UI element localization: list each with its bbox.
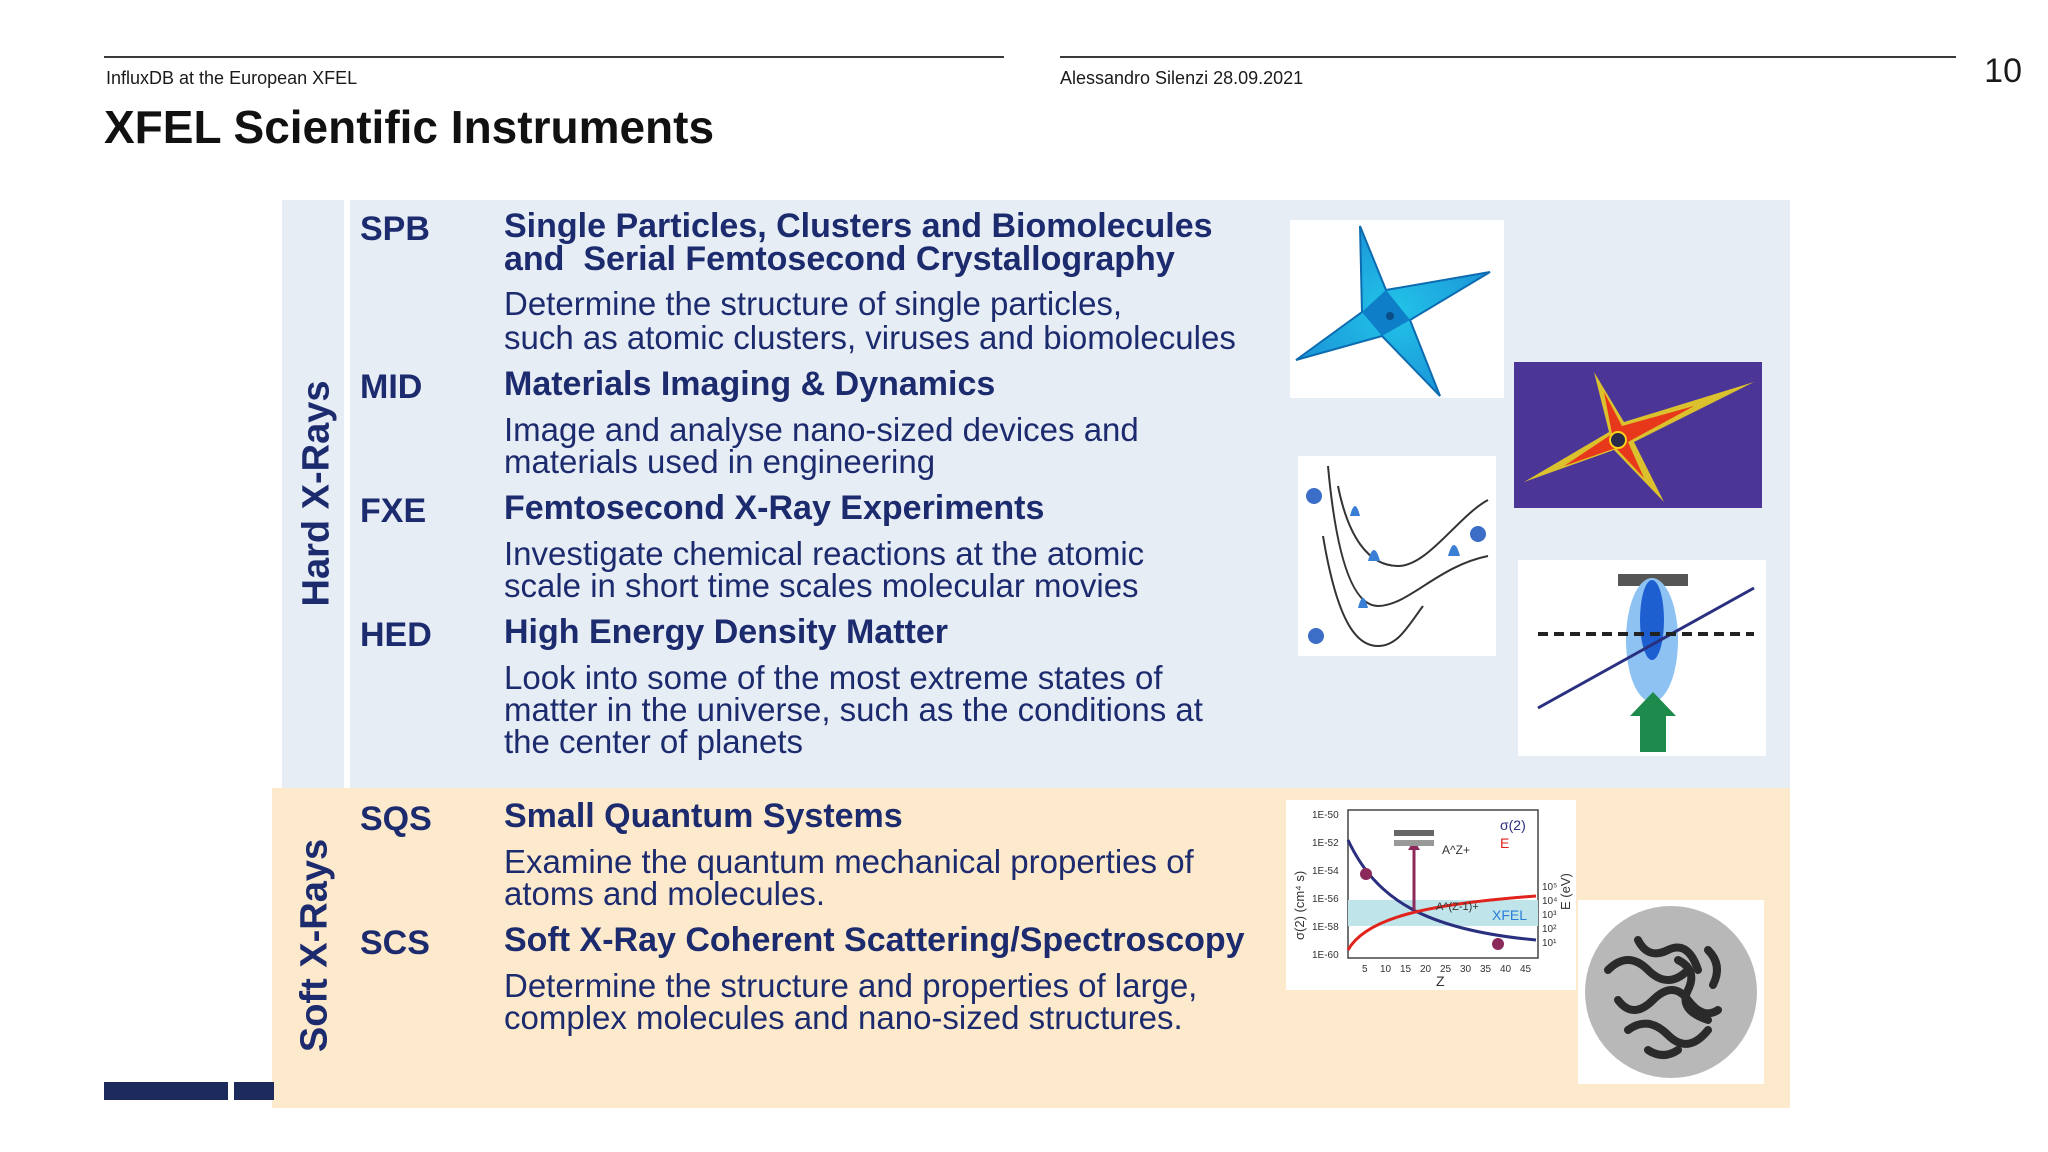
sqs-ytick: 1E-58 (1312, 922, 1339, 933)
instrument-code-fxe: FXE (360, 492, 427, 530)
sqs-y2tick: 10³ (1542, 910, 1557, 921)
sqs-xlabel: Z (1436, 973, 1445, 989)
sqs-y2tick: 10⁵ (1542, 882, 1558, 893)
sqs-xtick: 10 (1380, 964, 1392, 975)
sqs-xtick: 40 (1500, 964, 1512, 975)
instrument-code-spb: SPB (360, 210, 430, 248)
instrument-desc-line: atoms and molecules. (504, 875, 825, 912)
instrument-desc-sqs (504, 843, 1294, 912)
instrument-desc-line: Examine the quantum mechanical properties of (504, 843, 1194, 880)
footer-bar-long (104, 1082, 228, 1100)
sqs-xfel-label: XFEL (1492, 907, 1528, 923)
sqs-y2label: E (eV) (1558, 873, 1573, 910)
instrument-desc-line: complex molecules and nano-sized structures. (504, 999, 1183, 1036)
footer-bar-short (234, 1082, 274, 1100)
sqs-y2tick: 10¹ (1542, 938, 1557, 949)
instrument-desc-line: Determine the structure of single particles, (504, 285, 1123, 322)
sqs-xtick: 15 (1400, 964, 1412, 975)
sqs-y2tick: 10² (1542, 924, 1557, 935)
hard-xrays-label: Hard X-Rays (295, 380, 338, 607)
instrument-code-sqs: SQS (360, 800, 432, 838)
sqs-y2tick: 10⁴ (1542, 896, 1558, 907)
instrument-desc-line: the center of planets (504, 723, 804, 760)
instrument-title-mid: Materials Imaging & Dynamics (504, 365, 996, 403)
sqs-xtick: 45 (1520, 964, 1532, 975)
instrument-title-line: Single Particles, Clusters and Biomolecules (504, 207, 1213, 245)
sqs-cross-section-chart (1286, 800, 1576, 990)
slide-title: XFEL Scientific Instruments (104, 101, 715, 153)
sqs-ylabel: σ(2) (cm⁴ s) (1292, 870, 1307, 940)
header-right-text: Alessandro Silenzi 28.09.2021 (1060, 68, 1304, 88)
fxe-energy-curves-image (1298, 456, 1496, 656)
instrument-code-hed: HED (360, 616, 432, 654)
sqs-xticks (1362, 964, 1532, 975)
instrument-desc-fxe (504, 535, 1294, 604)
instrument-desc-line: matter in the universe, such as the conditions at (504, 691, 1203, 728)
instrument-desc-line: such as atomic clusters, viruses and biomolecules (504, 319, 1236, 356)
instrument-title-line: and Serial Femtosecond Crystallography (504, 240, 1175, 278)
soft-xrays-label: Soft X-Rays (293, 838, 336, 1053)
instrument-title-scs: Soft X-Ray Coherent Scattering/Spectroscopy (504, 921, 1245, 959)
header-rule-left (104, 56, 1004, 58)
instrument-title-hed: High Energy Density Matter (504, 613, 948, 651)
sqs-xtick: 30 (1460, 964, 1472, 975)
instrument-desc-hed (504, 659, 1294, 760)
page-number: 10 (1984, 52, 2022, 90)
spb-diffraction-image (1290, 220, 1504, 398)
instrument-desc-line: Look into some of the most extreme states of (504, 659, 1163, 696)
sqs-legend-e: E (1500, 835, 1510, 851)
instrument-code-mid: MID (360, 368, 423, 406)
instrument-desc-scs (504, 967, 1294, 1036)
sqs-xtick: 5 (1362, 964, 1368, 975)
sqs-legend-sigma: σ(2) (1500, 817, 1526, 833)
mid-speckle-image (1514, 362, 1762, 508)
instrument-title-spb (504, 207, 1284, 278)
instrument-code-scs: SCS (360, 924, 430, 962)
sqs-xtick: 25 (1440, 964, 1452, 975)
sqs-ytick: 1E-60 (1312, 950, 1339, 961)
sqs-ytick: 1E-52 (1312, 838, 1339, 849)
scs-domain-pattern-image (1578, 900, 1764, 1084)
instrument-title-fxe: Femtosecond X-Ray Experiments (504, 489, 1045, 527)
instrument-desc-line: Investigate chemical reactions at the atomic (504, 535, 1145, 572)
sqs-xtick: 35 (1480, 964, 1492, 975)
header-left-text: InfluxDB at the European XFEL (106, 68, 358, 88)
sqs-a-z1-label: A^(Z-1)+ (1436, 901, 1479, 913)
sqs-a-z-label: A^Z+ (1442, 843, 1470, 857)
hed-laser-setup-image (1518, 560, 1766, 756)
sqs-ytick: 1E-50 (1312, 810, 1339, 821)
sqs-ytick: 1E-56 (1312, 894, 1339, 905)
sqs-yticks (1312, 810, 1339, 961)
sqs-ytick: 1E-54 (1312, 866, 1339, 877)
header-rule-right (1060, 56, 1956, 58)
sqs-y2ticks (1542, 882, 1557, 949)
instrument-title-sqs: Small Quantum Systems (504, 797, 903, 835)
sqs-xtick: 20 (1420, 964, 1432, 975)
instrument-desc-line: scale in short time scales molecular movies (504, 567, 1139, 604)
instrument-desc-line: Determine the structure and properties of large, (504, 967, 1198, 1004)
instrument-desc-line: materials used in engineering (504, 443, 936, 480)
instrument-desc-mid (504, 411, 1294, 480)
instrument-desc-line: Image and analyse nano-sized devices and (504, 411, 1139, 448)
instrument-desc-spb (504, 285, 1294, 356)
